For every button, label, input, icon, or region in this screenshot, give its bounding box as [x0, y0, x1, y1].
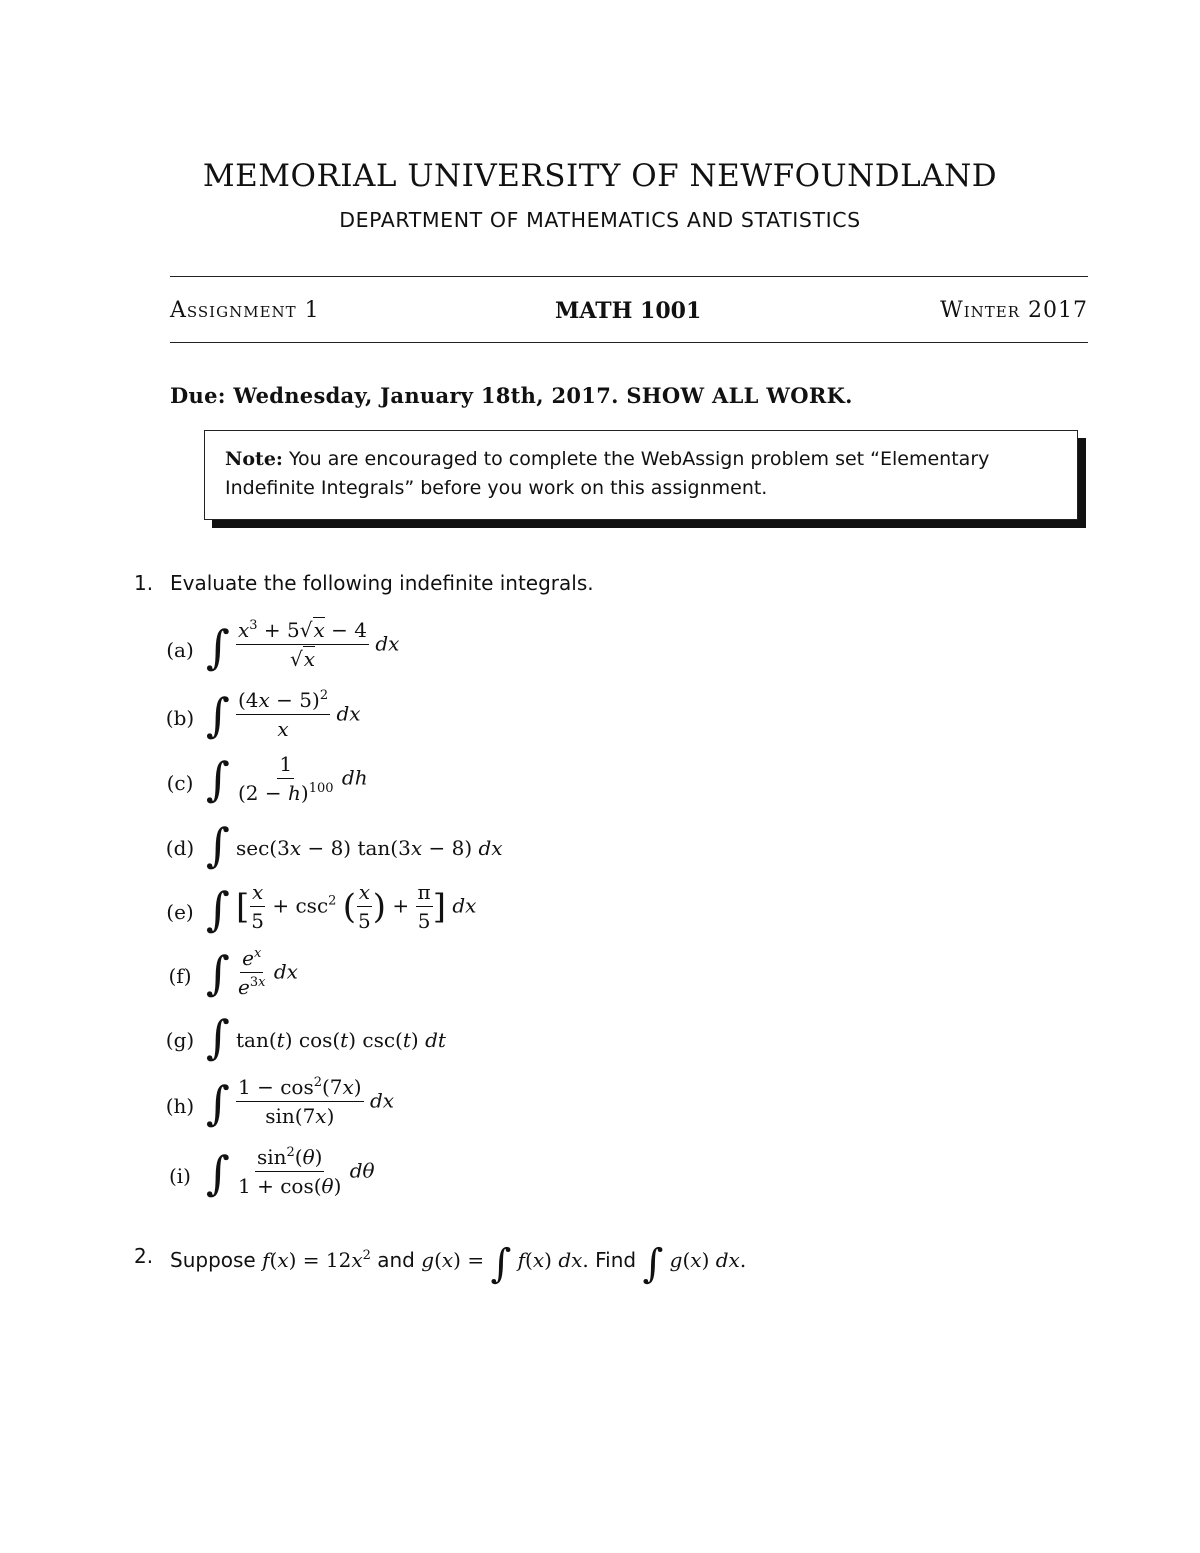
q1-number: 1.: [134, 571, 154, 595]
integral-sign: ∫: [206, 752, 230, 806]
bottom-rule: [170, 342, 1088, 343]
q1f-label: (f): [168, 964, 192, 988]
q1-prompt: Evaluate the following indefinite integrals.: [170, 571, 594, 595]
q2-suppose: Suppose: [170, 1248, 256, 1272]
university-title: MEMORIAL UNIVERSITY OF NEWFOUNDLAND: [202, 158, 998, 194]
note-text: [225, 445, 1059, 503]
note-box: [204, 430, 1078, 520]
assignment-label: Assignment 1: [170, 298, 320, 323]
q2-statement: Suppose $f(x) = 12x^2$ and g(x) = ∫ f(x) dx. Find ∫ g(x) dx.: [170, 1241, 747, 1287]
q1a-label: (a): [166, 638, 194, 662]
integral-sign: ∫: [206, 946, 230, 1000]
q1h-label: (h): [165, 1094, 195, 1118]
q2-find: Find: [595, 1248, 637, 1272]
term-label: Winter 2017: [940, 298, 1088, 323]
course-code: MATH 1001: [555, 298, 702, 324]
note-label: Note:: [225, 448, 283, 470]
note-body: You are encouraged to complete the WebAssign problem set “Elementary Indefinite Integrals” before you work on this assignment.: [225, 448, 990, 499]
integral-sign: ∫: [206, 688, 230, 742]
q1e-expression: [ $\frac{x}{5}$ + $\csc^2$ ( $\frac{x}{5}$ ) + $\frac{\pi}{5}$ ] dx: [236, 880, 477, 933]
q1i-expression: $\frac{\sin^2(\theta)}{1 + \cos(\theta)}$ dθ: [238, 1145, 375, 1198]
q1b-expression: $\frac{(4x - 5)^2}{x}$ dx: [238, 688, 361, 741]
q1g-expression: tan(t) cos(t) csc(t) dt: [236, 1028, 446, 1052]
integral-sign: ∫: [206, 620, 230, 674]
integral-sign: ∫: [642, 1241, 664, 1287]
q1a-expression: $\frac{x^3 + 5√x - 4}{√x}$ dx: [238, 618, 400, 671]
integral-sign: ∫: [206, 1146, 230, 1200]
q1c-expression: $\frac{1}{(2 - h)^{100}}$ dh: [238, 752, 368, 805]
integral-sign: ∫: [206, 1076, 230, 1130]
department-title: DEPARTMENT OF MATHEMATICS AND STATISTICS: [339, 208, 861, 232]
q1f-expression: $\frac{e^x}{e^{3x}}$ dx: [238, 946, 298, 999]
q1d-expression: sec(3x − 8) tan(3x − 8) dx: [236, 836, 503, 860]
q1i-label: (i): [168, 1164, 191, 1188]
integral-sign: ∫: [206, 882, 230, 936]
integral-sign: ∫: [490, 1241, 512, 1287]
integral-sign: ∫: [206, 1010, 230, 1064]
q1e-label: (e): [166, 900, 194, 924]
due-line: Due: Wednesday, January 18th, 2017. SHOW ALL WORK.: [170, 383, 853, 408]
q1h-expression: $\frac{1 - \cos^2(7x)}{\sin(7x)}$ dx: [238, 1075, 395, 1128]
q2-and: and: [377, 1248, 415, 1272]
q1g-label: (g): [165, 1028, 195, 1052]
top-rule: [170, 276, 1088, 277]
q1d-label: (d): [165, 836, 195, 860]
q2-number: 2.: [134, 1244, 154, 1268]
integral-sign: ∫: [206, 818, 230, 872]
q1c-label: (c): [166, 771, 194, 795]
q1b-label: (b): [165, 706, 195, 730]
